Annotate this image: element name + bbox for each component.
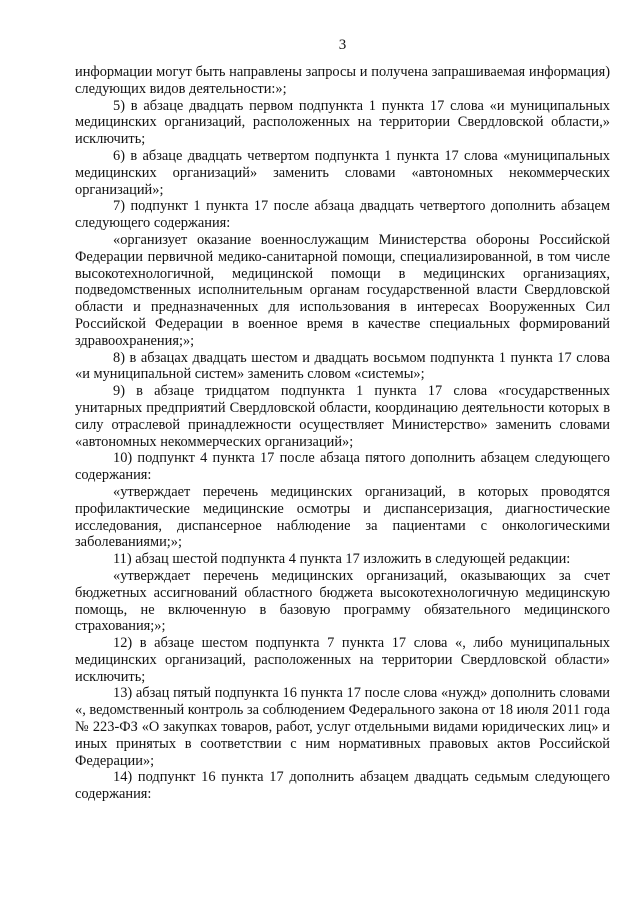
paragraph-quote-7: «организует оказание военнослужащим Министерства обороны Российской Федерации первичной медико-санитарной помощи, специализированной, в том числе высокотехнологичной, медицинской помощи в медицинских организациях, подведомственных исполнительным органам государственной власти Свердловской области и предназначенных для использования в интересах Вооруженных Сил Российской Федерации в военное время в качестве специальных формирований здравоохранения;»; — [75, 231, 610, 349]
paragraph-item-5: 5) в абзаце двадцать первом подпункта 1 пункта 17 слова «и муниципальных медицинских организаций, расположенных на территории Свердловской области,» исключить; — [75, 97, 610, 148]
paragraph-item-7: 7) подпункт 1 пункта 17 после абзаца двадцать четвертого дополнить абзацем следующего содержания: — [75, 198, 610, 232]
paragraph-item-14: 14) подпункт 16 пункта 17 дополнить абзацем двадцать седьмым следующего содержания: — [75, 769, 610, 803]
paragraph-quote-10: «утверждает перечень медицинских организаций, в которых проводятся профилактические медицинские осмотры и диспансеризация, диагностические исследования, диспансерное наблюдение за пациентами с онкологическими заболеваниями;»; — [75, 483, 610, 551]
paragraph-item-12: 12) в абзаце шестом подпункта 7 пункта 17 слова «, либо муниципальных медицинских организаций, расположенных на территории Свердловской области» исключить; — [75, 635, 610, 685]
paragraph-quote-11: «утверждает перечень медицинских организаций, оказывающих за счет бюджетных ассигнований областного бюджета высокотехнологичную медицинскую помощь, не включенную в базовую программу обязательного медицинского страхования;»; — [75, 567, 610, 635]
paragraph-item-9: 9) в абзаце тридцатом подпункта 1 пункта 17 слова «государственных унитарных предприятий Свердловской области, координацию деятельности которых в силу отраслевой принадлежности осуществляет Министерство» заменить словами «автономных некоммерческих организаций»; — [75, 383, 610, 450]
paragraph-item-10: 10) подпункт 4 пункта 17 после абзаца пятого дополнить абзацем следующего содержания: — [75, 450, 610, 484]
paragraph-item-11: 11) абзац шестой подпункта 4 пункта 17 изложить в следующей редакции: — [113, 551, 571, 568]
page-number: 3 — [338, 37, 347, 53]
paragraph-item-8: 8) в абзацах двадцать шестом и двадцать восьмом подпункта 1 пункта 17 слова «и муниципальной систем» заменить словом «системы»; — [75, 349, 610, 383]
paragraph-item-6: 6) в абзаце двадцать четвертом подпункта 1 пункта 17 слова «муниципальных медицинских организаций» заменить словами «автономных некоммерческих организаций»; — [75, 147, 610, 198]
paragraph-continuation: информации могут быть направлены запросы и получена запрашиваемая информация) следующих видов деятельности:»; — [75, 64, 610, 97]
paragraph-item-13: 13) абзац пятый подпункта 16 пункта 17 после слова «нужд» дополнить словами «, ведомственный контроль за соблюдением Федерального закона от 18 июля 2011 года № 223-ФЗ «О закупках товаров, работ, услуг отдельными видами юридических лиц» и иных принятых в соответствии с ним нормативных правовых актов Российской Федерации»; — [75, 685, 611, 769]
